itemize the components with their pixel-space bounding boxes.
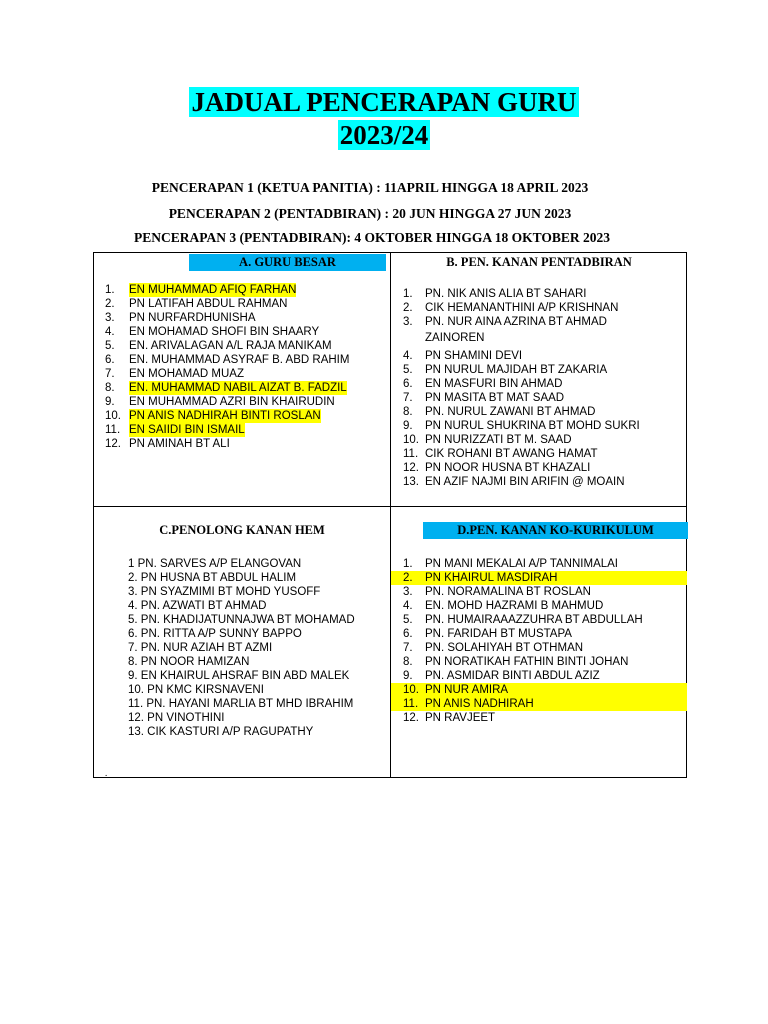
list-item-number: 4. [403, 350, 413, 362]
list-item-number: 12. [403, 712, 419, 724]
list-item-name: 10. PN KMC KIRSNAVENI [128, 684, 264, 696]
list-item-name: 5. PN. KHADIJATUNNAJWA BT MOHAMAD [128, 614, 355, 626]
list-item-name: PN NOOR HUSNA BT KHAZALI [425, 462, 591, 474]
list-item-name: PN SHAMINI DEVI [425, 350, 523, 362]
section-a-heading: A. GURU BESAR [189, 254, 386, 271]
list-item-name: PN. SOLAHIYAH BT OTHMAN [425, 642, 584, 654]
list-item-name: PN MASITA BT MAT SAAD [425, 392, 565, 404]
list-item-number: 4. [403, 600, 413, 612]
list-item-name: PN RAVJEET [425, 712, 496, 724]
list-item-number: 10. [403, 684, 419, 696]
list-item-name: PN NURUL SHUKRINA BT MOHD SUKRI [425, 420, 640, 432]
list-item-name: PN NURIZZATI BT M. SAAD [425, 434, 572, 446]
list-item [105, 395, 390, 409]
list-item [391, 655, 687, 669]
list-item-name: 9. EN KHAIRUL AHSRAF BIN ABD MALEK [128, 670, 350, 682]
list-item-name: PN. NORAMALINA BT ROSLAN [425, 586, 591, 598]
list-item-number: 10. [403, 434, 419, 446]
list-item-name: 8. PN NOOR HAMIZAN [128, 656, 250, 668]
list-item-name: PN. HUMAIRAAAZZUHRA BT ABDULLAH [425, 614, 643, 626]
list-item [403, 349, 687, 363]
list-item [403, 287, 687, 301]
document-title-line-2 [0, 119, 768, 152]
list-item-number: 1. [403, 288, 413, 300]
section-b-heading: B. PEN. KANAN PENTADBIRAN [446, 255, 632, 269]
list-item-name: ZAINOREN [425, 332, 485, 344]
list-item [105, 325, 390, 339]
list-item [391, 571, 687, 585]
list-item-name: EN MOHAMAD MUAZ [129, 368, 244, 380]
list-item-number: 11. [403, 698, 419, 710]
list-item [403, 433, 687, 447]
list-item-name: PN NURUL MAJIDAH BT ZAKARIA [425, 364, 608, 376]
trailing-dot: . [105, 768, 108, 778]
list-item [391, 683, 687, 697]
list-item-number: 6. [403, 628, 413, 640]
list-item-number: 3. [403, 316, 413, 328]
list-item-name: EN MUHAMMAD AFIQ FARHAN [129, 284, 297, 296]
list-item [105, 283, 390, 297]
list-item [105, 311, 390, 325]
list-item-name: PN. ASMIDAR BINTI ABDUL AZIZ [425, 670, 600, 682]
list-item [391, 557, 687, 571]
list-item-name: EN. MUHAMMAD NABIL AIZAT B. FADZIL [129, 382, 347, 394]
list-item-number: 13. [403, 476, 419, 488]
list-item-name: 6. PN. RITTA A/P SUNNY BAPPO [128, 628, 302, 640]
list-item-name: 13. CIK KASTURI A/P RAGUPATHY [128, 726, 314, 738]
list-item [403, 475, 687, 489]
list-item-number: 11. [403, 448, 419, 460]
list-item [105, 297, 390, 311]
list-item-name: PN NUR AMIRA [425, 684, 509, 696]
period-3: PENCERAPAN 3 (PENTADBIRAN): 4 OKTOBER HINGGA 18 OKTOBER 2023 [133, 230, 611, 245]
list-item-number: 7. [403, 392, 413, 404]
list-item-number: 5. [403, 614, 413, 626]
list-item [403, 461, 687, 475]
list-item [105, 437, 390, 451]
list-item [391, 599, 687, 613]
list-item-number: 6. [403, 378, 413, 390]
list-item-name: PN MANI MEKALAI A/P TANNIMALAI [425, 558, 619, 570]
list-item-name: 4. PN. AZWATI BT AHMAD [128, 600, 267, 612]
list-item-number: 8. [403, 656, 413, 668]
list-item [391, 669, 687, 683]
list-item [391, 697, 687, 711]
list-item-number: 12. [403, 462, 419, 474]
list-item-number: 8. [105, 382, 115, 394]
section-d-heading: D.PEN. KANAN KO-KURIKULUM [423, 522, 688, 539]
list-item-name: 1 PN. SARVES A/P ELANGOVAN [128, 558, 302, 570]
list-item-name: 7. PN. NUR AZIAH BT AZMI [128, 642, 273, 654]
document-title-line-1 [0, 86, 768, 119]
list-item-name: PN. NIK ANIS ALIA BT SAHARI [425, 288, 587, 300]
list-item-name: PN NURFARDHUNISHA [129, 312, 256, 324]
list-item-name: PN. NUR AINA AZRINA BT AHMAD [425, 316, 607, 328]
list-item-name: 12. PN VINOTHINI [128, 712, 225, 724]
document-year-text: 2023/24 [339, 120, 429, 150]
list-item [403, 331, 687, 345]
list-item-name: PN. NURUL ZAWANI BT AHMAD [425, 406, 596, 418]
list-item-name: EN AZIF NAJMI BIN ARIFIN @ MOAIN [425, 476, 625, 488]
list-item-name: PN LATIFAH ABDUL RAHMAN [129, 298, 288, 310]
document-title-text: JADUAL PENCERAPAN GURU [191, 87, 577, 117]
list-item-name: PN NORATIKAH FATHIN BINTI JOHAN [425, 656, 629, 668]
list-item [105, 409, 390, 423]
list-item [403, 315, 687, 329]
list-item-number: 4. [105, 326, 115, 338]
section-c-heading: C.PENOLONG KANAN HEM [159, 523, 325, 537]
list-item [105, 381, 390, 395]
list-item-number: 9. [105, 396, 115, 408]
list-item-name: PN KHAIRUL MASDIRAH [425, 572, 558, 584]
list-item-number: 3. [105, 312, 115, 324]
list-item [105, 339, 390, 353]
list-item-name: 3. PN SYAZMIMI BT MOHD YUSOFF [128, 586, 321, 598]
list-item-number: 5. [403, 364, 413, 376]
list-item [391, 585, 687, 599]
list-item [403, 419, 687, 433]
list-item-number: 2. [105, 298, 115, 310]
list-item-number: 8. [403, 406, 413, 418]
list-item-name: PN AMINAH BT ALI [129, 438, 230, 450]
list-item-name: 11. PN. HAYANI MARLIA BT MHD IBRAHIM [128, 698, 354, 710]
list-item-name: EN. ARIVALAGAN A/L RAJA MANIKAM [129, 340, 332, 352]
list-item-number: 10. [105, 410, 121, 422]
list-item-name: 2. PN HUSNA BT ABDUL HALIM [128, 572, 297, 584]
list-item [403, 363, 687, 377]
list-item [391, 627, 687, 641]
list-item-number: 3. [403, 586, 413, 598]
list-item-name: EN MUHAMMAD AZRI BIN KHAIRUDIN [129, 396, 335, 408]
period-2: PENCERAPAN 2 (PENTADBIRAN) : 20 JUN HINGGA 27 JUN 2023 [168, 206, 572, 221]
list-item-name: CIK HEMANANTHINI A/P KRISHNAN [425, 302, 619, 314]
list-item [403, 405, 687, 419]
list-item-name: EN. MOHD HAZRAMI B MAHMUD [425, 600, 604, 612]
list-item-number: 1. [403, 558, 413, 570]
list-item-name: EN. MUHAMMAD ASYRAF B. ABD RAHIM [129, 354, 350, 366]
list-item [403, 391, 687, 405]
list-item-name: EN MOHAMAD SHOFI BIN SHAARY [129, 326, 320, 338]
list-item [105, 353, 390, 367]
list-item-name: PN ANIS NADHIRAH BINTI ROSLAN [129, 410, 321, 422]
list-item-number: 9. [403, 670, 413, 682]
list-item-number: 2. [403, 302, 413, 314]
list-item-number: 1. [105, 284, 115, 296]
list-item-number: 7. [403, 642, 413, 654]
list-item-name: EN SAIIDI BIN ISMAIL [129, 424, 245, 436]
list-item-name: CIK ROHANI BT AWANG HAMAT [425, 448, 598, 460]
list-item-name: PN. FARIDAH BT MUSTAPA [425, 628, 572, 640]
schedule-table [93, 252, 687, 778]
list-item-number: 7. [105, 368, 115, 380]
list-item-number: 9. [403, 420, 413, 432]
list-item-name: PN ANIS NADHIRAH [425, 698, 534, 710]
list-item-number: 5. [105, 340, 115, 352]
list-item-number: 12. [105, 438, 121, 450]
list-item [391, 641, 687, 655]
list-item [391, 613, 687, 627]
list-item-number: 2. [403, 572, 413, 584]
list-item [403, 377, 687, 391]
list-item-name: EN MASFURI BIN AHMAD [425, 378, 563, 390]
list-item [105, 367, 390, 381]
list-item-number: 6. [105, 354, 115, 366]
table-divider-horizontal [94, 506, 686, 507]
list-item [403, 447, 687, 461]
list-item [403, 301, 687, 315]
list-item [391, 711, 687, 725]
list-item-number: 11. [105, 424, 121, 436]
period-1: PENCERAPAN 1 (KETUA PANITIA) : 11APRIL HINGGA 18 APRIL 2023 [151, 180, 589, 195]
list-item [105, 423, 390, 437]
